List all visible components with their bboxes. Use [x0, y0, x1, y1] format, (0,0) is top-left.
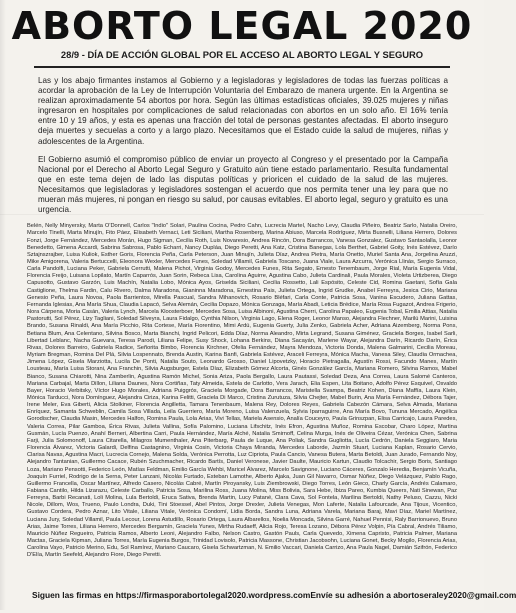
paper-fold-line: [0, 214, 484, 215]
signers-list: Belén, Nelly Minyersky, Marta O'Donnell, Carlos "Indio" Solari, Paulina Cocina, Pedro Cahn, Lucrecia Martel, Nacho Levy, Claudia Piñeiro, Beatriz Sarlo, Natalia Oreiro, Marcelo Tinelli, Marta Minujín, Fito Páez, Elisabeth Vernaci, Leti Siciliani, Martha Rosenberg, Marina Abiuso, Marcela Rodríguez, Mirta Busnelli, Liliana Herrero, Dolores Fonzi, Jorge Fernández, Mercedes Morán, Hugo Sigman, Cecilia Roth, Luis Novaresio, Andrea Rincón, Dora Barrancos, Vanesa Gonzalez, Gustavo Santaolalla, Leonor Benedetto, Gimena Accardi, Sabrina Sabrosa, Pablo Echarri, Nancy Dupláa, Diego Peretti, Ana Katz, Cristina Banegas, Lola Berthet, Gabriel Goity, Inés Estévez, Darío Sztajnszrajber, Luisa Kuliok, Esther Goris, Florencia Peña, Carla Peterson, Juan Minujín, Julieta Díaz, Andrea Pietra, María Onetto, Muriel Santa Ana, Jorgelina Aruzzi, Mike Amigorena, Valeria Bertuccelli, Eleonora Wexler, Mercedes Funes, Soledad Villamil, Gabriela Toscano, Juana Viale, Laura Azcurra, Verónica Llinás, Sergio Surraco, Carla Pandolfi, Luciana Peker, Gabriela Cerrutti, Malena Pichot, Virginia Godoy, Mercedes Funes, Rita Segato, Ernesto Tenembaum, Jorge Rial, María Eugenia Vidal, Florencia Freijo, Luisana Lopilato, Martín Caparrós, Juan Sorin, Rebeca Lisa, Carolina Aguirre, Agustina Cabo, Julieta Cardinali, Paula Morales, Violeta Urtizberea, Diego Capusotto, Gustavo Garzón, Luis Machín, Natalia Lobo, Mónica Ayos, Griselda Siciliani, Cecilia Rossetto, Lali Espósito, Celeste Cid, Romina Gaetani, Sofía Gala Castiglione, Thelma Fardin, Calu Rivero, Dalma Maradona, Gianinna Maradona, Ernestina Pais, Julieta Ortega, Ingrid Grudke, Anabel Ferreyra, Jesica Cirio, Mariana Genesio Peña, Laura Novoa, Paola Barrientos, Mirella Pascual, Sandra Mihanovich, Rosario Bléfari, Carla Conte, Patricia Sosa, Vanina Escudero, Juliana Gattas, Fernanda Iglesias, Ana María Shua, Claudia Lapacó, Selva Alemán, Cecilia Dopazo, Mónica Gonzaga, María Abadi, Leticia Brédice, María Rosa Fugazot, Andrea Frigerio, Nora Cárpena, Moria Casán, Valeria Lynch, Marcela Kloosterboer, Mercedes Sosa, Luisa Albinoni, Agustina Cherri, Carolina Papaleo, Eugenia Tobal, Emilia Attias, Natalia Pastorutti, Sol Pérez, Lizy Tagliani, Soledad Silveyra, Laura Fidalgo, Cynthia Nilson, Virginia Lago, Elena Roger, Leonor Manso, Alejandra Flechner, Marilú Marini, Luisina Brando, Susana Rinaldi, Ana María Picchio, Rita Cortese, María Fiorentino, Mimi Ardú, Eugenia Guerty, Julia Zenko, Gabriela Acher, Adriana Aizemberg, Norma Pons, Betiana Blum, Ana Celentano, Silvina Bosco, Marta Bianchi, Ingrid Pelicori, Edda Díaz, Norma Aleandro, Mirta Legrand, Susana Giménez, Graciela Borges, Isabel Sarli, Libertad Leblanc, Nacha Guevara, Teresa Parodi, Liliana Felipe, Susy Shock, Lohana Berkins, Diana Sacayán, Marlene Wayar, Alejandra Darín, Ricardo Darín, Érica Rivas, Dolores Barreiro, Gabriela Radice, Señorita Bimbo, Florencia Kirchner, Ofelia Fernández, Mayra Mendoza, Victoria Donda, Malena Galmarini, Cecilia Moreau, Myriam Bregman, Romina Del Plá, Silvia Lospennato, Brenda Austin, Karina Banfi, Gabriela Estévez, Araceli Ferreyra, Mónica Macha, Vanesa Siley, Claudia Ormachea, Jimena López, Gisela Marziotta, Lucila De Ponti, Natalia Souto, Leonardo Grosso, Daniel Lipovetzky, Horacio Pietragalla, Agustín Rossi, Facundo Manes, Martín Lousteau, María Luisa Storani, Ana Franchin, Silvia Augsburger, Estela Díaz, Elizabeth Gómez Alcorta, Ginés González García, Mariana Romero, Silvina Ramos, Mabel Bianco, Susana Chiarotti, Nina Zamberlin, Agustina Ramón Michel, Sonia Ariza, Paola Bergallo, Laura Pautassi, Soledad Deza, Ana Correa, Laura Salomé Canteros, Mariana Carbajal, Marta Dillon, Liliana Daunes, Nora Cortiñas, Taty Almeida, Estela de Carlotto, Vera Jarach, Elia Espen, Lita Boitano, Adolfo Pérez Esquivel, Osvaldo Bayer, Horacio Verbitsky, Víctor Hugo Morales, Adriana Puiggrós, Graciela Morgade, Dora Barrancos, Maristella Svampa, Beatriz Kohen, Diana Maffía, Laura Klein, Mónica Tarducci, Nora Domínguez, Alejandra Ciriza, Karina Felitti, Graciela Di Marco, Cristina Zurutuza, Silvia Chejter, Mabel Burin, Ana María Fernández, Débora Tajer, Irene Meler, Eva Giberti, Alicia Stolkiner, Florencia Angilletta, Tamara Tenenbaum, Malena Rey, Dolores Reyes, Gabriela Cabezón Cámara, Selva Almada, Mariana Enríquez, Samanta Schweblin, Camila Sosa Villada, Leila Guerriero, María Moreno, Luisa Valenzuela, Sylvia Iparraguirre, Ana María Bovo, Tununa Mercado, Angélica Gorodischer, Claudia Masin, Mercedes Halfon, Romina Paula, Lola Arias, Vivi Tellas, Mariela Asensio, Analía Couceyro, Paula Grinszpan, Elisa Carricajo, Laura Paredes, Valeria Correa, Pilar Gamboa, Érica Rivas, Julieta Vallina, Sofía Palomino, Luciana Lifschitz, Inés Efron, Agustina Muñoz, Romina Escobar, Charo López, Martina Gusmán, Lucía Puenzo, Anahí Berneri, Albertina Carri, Paula Hernández, María Alché, Natalia Smirnoff, Celina Murga, Inés de Oliveira Cézar, Verónica Chen, Sabrina Farji, Julia Solomonoff, Laura Citarella, Milagros Mumenthaler, Ana Piterbarg, Paula de Luque, Ana Poliak, Sandra Gugliotta, Lucía Cedrón, Daniela Seggiaro, Maria Florencia Álvarez, Victoria Galardi, Delfina Castagnino, Virginia Cosin, Victoria Chaya Miranda, Mercedes Laborde, Jazmín Stuart, Luciana Kaplan, Rosario Cervio, Clarisa Navas, Agustina Macri, Lucrecia Cornejo, Malena Solda, Verónica Perrotta, Luz Cipriota, Paula Cancio, Vanesa Butera, Marta Betoldi, Juan Jurado, Fernando Noy, Alejandro Tantanian, Guillermo Cacace, Rubén Szuchmacher, Ricardo Bartís, Daniel Veronese, Javier Daulte, Mauricio Kartun, Claudio Tolcachir, Sergio Boris, Santiago Loza, Mariano Pensotti, Federico León, Matías Feldman, Emilio García Wehbi, Maricel Álvarez, Marcelo Savignone, Luciano Cáceres, Gonzalo Heredia, Benjamín Vicuña, Joaquín Furriel, Rodrigo de la Serna, Peter Lanzani, Nicolás Furtado, Esteban Lamothe, Alberto Ajaka, Juan Gil Navarro, Osmar Núñez, Diego Velázquez, Pablo Rago, Guillermo Francella, Oscar Martínez, Alfredo Casero, Nicolás Cabré, Martín Piroyansky, Luis Ziembrowski, Diego Torres, León Gieco, Charly García, Andrés Calamaro, Fabiana Cantilo, Hilda Lizarazu, Celeste Carballo, Patricia Sosa, Marilina Ross, Juana Molina, Miss Bolivia, Sara Hebe, Ibiza Pareo, Kumbia Queers, Nati Sinewan, Paz Ferreyra, Barbi Recanati, Loli Molina, Lula Bertoldi, Eruca Sativa, Brenda Martin, Lucy Patané, Clara Cava, Sol Fontela, Marilina Bertoldi, Nathy Peluso, Cazzu, Nicki Nicole, Dillom, Wos, Trueno, Paulo Londra, Duki, Tini Stoessel, Abel Pintos, Jorge Drexler, Julieta Venegas, Mon Laferte, Natalia Lafourcade, Ana Tijoux, Vicentico, Gustavo Cordera, Pedro Aznar, Lito Vitale, Liliana Vitale, Verónica Condomí, Lidia Borda, Sandra Luna, Adriana Varela, Mariana Baraj, Mavi Díaz, Mariel Martínez, Luciana Jury, Soledad Villamil, Paula Lecour, Lorena Astudillo, Rosario Ortega, Laura Albarellos, Noelia Moncada, Silvina Garré, Nahuel Pennisi, Raly Barrionuevo, Bruno Arias, Jaime Torres, Liliana Herrero, Mercedes Bergamín, Graciela Yunes, Mirtha Rudaeff, Alicia Rojo, Teresa Lozano, Débora Pérez Volpin, Pía Cabral, Andrés Tiliamo, Mauricio Núñez Regueiro, Patricia Ramos, Alberto Leoni, Alejandro Falbo, Nelson Castro, Gastón Pauls, Carla Quevedo, Ximena Capristo, Patricia Palmer, Mariana Mactas, Graciela Kipman, Juliana Torres, María Eugenia Burgos, Trinidad Lovisolo, Patricia Massone, Christian Jacobsohn, Luciana Gonet, Becky Mogilo, Florencia Arias, Carolina Vayo, Patricio Merino, Edu, Sol Ramírez, Mariano Caucaro, Gisela Schwartzman, N. Emilio Vaccari, Daniela Carrizo, Ana Paula Nagel, Damián Szifrón, Federico D'Elía, Martín Seefeld, Alejandro Fiore, Diego Peretti.: [27, 223, 457, 559]
statement-paragraph-1: Las y los abajo firmantes instamos al Gobierno y a legisladoras y legisladores de todas las fuerzas políticas a acordar la aprobación de la Ley de Interrupción Voluntaria del Embarazo de manera urgente. En la Argentina se realizan aproximadamente 54 abortos por hora. Según las últimas estadísticas oficiales, 39.025 mujeres y niñas ingresaron en hospitales por complicaciones de salud relacionadas con abortos en un solo año. El 16% tenía entre 10 y 19 años, y esta es apenas una fracción del total de personas gestantes afectadas. El aborto inseguro deja muertes y secuelas a corto y a largo plazo. Necesitamos que el Estado cuide la salud de mujeres, niñas y adolescentes de la Argentina.: [38, 76, 448, 146]
signatures-prefix: Siguen las firmas en: [32, 590, 116, 600]
adhesion-email-link[interactable]: abortoseraley2020@gmail.com: [393, 590, 516, 600]
signatures-url-link[interactable]: https://firmasporabortolegal2020.wordpress.com: [115, 590, 311, 600]
signatures-link-group: [32, 590, 310, 600]
statement-section: [0, 68, 484, 215]
ad-title: ABORTO LEGAL 2020: [11, 4, 473, 48]
ad-footer: [32, 590, 516, 600]
ad-header: [0, 0, 484, 68]
email-group: [310, 590, 516, 600]
page-edge-shadow: [0, 0, 6, 610]
email-prefix: Envíe su adhesión a: [310, 590, 394, 600]
ad-subtitle: 28/9 - DÍA DE ACCIÓN GLOBAL POR EL ACCESO AL ABORTO LEGAL Y SEGURO: [60, 49, 424, 60]
statement-paragraph-2: El Gobierno asumió el compromiso público de enviar un proyecto al Congreso y el presentado por la Campaña Nacional por el Derecho al Aborto Legal Seguro y Gratuito aún tiene estado parlamentario. Resulta fundamental que en este tema dejen de lado las disputas políticas y prioricen el cuidado de la salud de las mujeres. Necesitamos que legisladoras y legisladores sostengan el acuerdo que nos permita tener una ley para que no mueran más mujeres, ni pongan en riesgo su salud, por causas evitables. El aborto legal, seguro y gratuito es una urgencia.: [38, 154, 448, 215]
